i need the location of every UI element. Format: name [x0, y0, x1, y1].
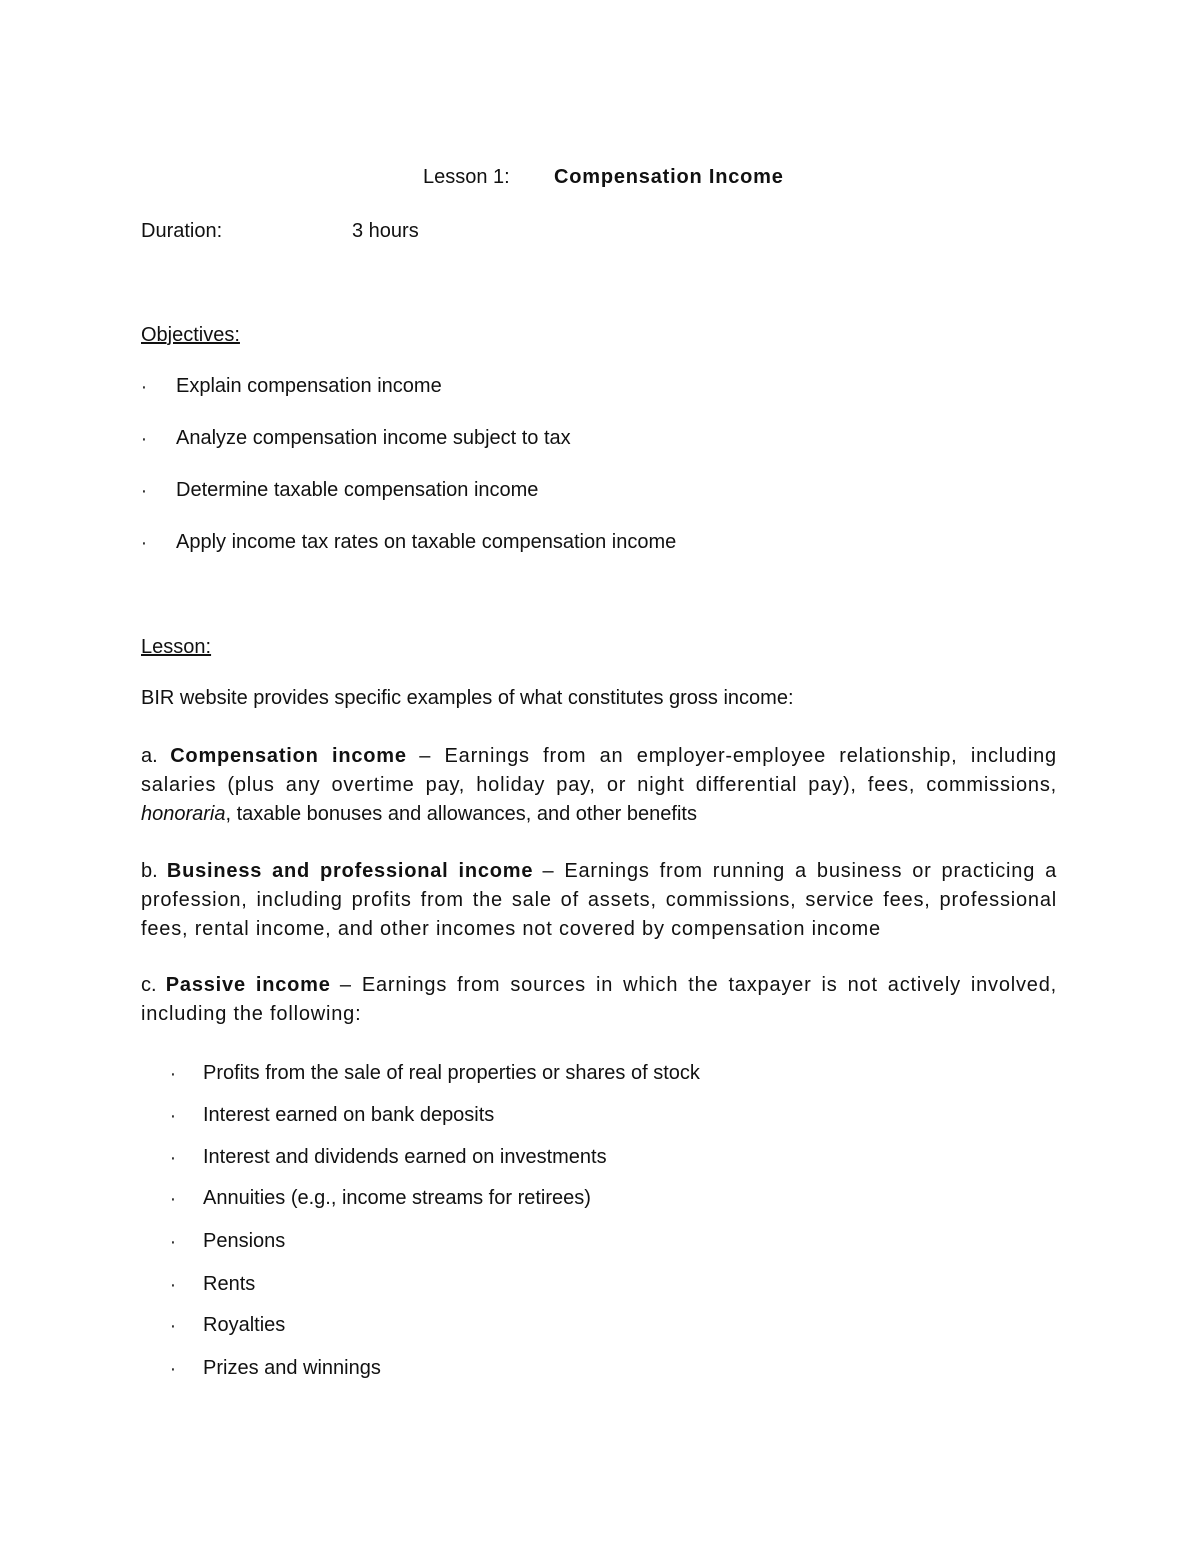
- item-italic-term: honoraria: [141, 803, 226, 825]
- item-text: – Earnings from running a business or practicing a profession, including profits from the sale of assets, commissions, service fees, professional fees, rental income, and other incomes not covered by compensation income: [141, 860, 1057, 940]
- passive-item-text: Annuities (e.g., income streams for retirees): [203, 1187, 591, 1209]
- objective-text: Apply income tax rates on taxable compensation income: [176, 531, 677, 553]
- passive-item-text: Profits from the sale of real properties or shares of stock: [203, 1062, 700, 1084]
- item-term: Compensation income: [170, 745, 407, 767]
- bullet-dot: ·: [169, 1315, 177, 1337]
- lesson-title: Compensation Income: [554, 166, 784, 188]
- objective-text: Explain compensation income: [176, 375, 442, 397]
- passive-item-text: Prizes and winnings: [203, 1357, 381, 1379]
- item-prefix: c.: [141, 974, 157, 996]
- income-item-passive: [141, 971, 1057, 1029]
- item-text: – Earnings from an employer-employee relationship, including salaries (plus any overtime pay, holiday pay, or night differential pay), fees, commissions,: [141, 745, 1057, 796]
- item-term: Passive income: [165, 974, 331, 996]
- lesson-heading: Lesson:: [141, 636, 212, 658]
- income-item-compensation: [141, 742, 1057, 829]
- bullet-dot: ·: [169, 1231, 177, 1253]
- passive-item-text: Rents: [203, 1273, 256, 1295]
- duration-value: 3 hours: [352, 220, 419, 242]
- bullet-dot: ·: [140, 532, 148, 554]
- passive-item-text: Royalties: [203, 1314, 286, 1336]
- item-prefix: a.: [141, 745, 158, 767]
- bullet-dot: ·: [140, 376, 148, 398]
- objective-text: Determine taxable compensation income: [176, 479, 539, 501]
- income-item-business: [141, 857, 1057, 944]
- passive-item-text: Interest earned on bank deposits: [203, 1104, 495, 1126]
- bullet-dot: ·: [169, 1147, 177, 1169]
- bullet-dot: ·: [140, 480, 148, 502]
- objective-text: Analyze compensation income subject to tax: [176, 427, 571, 449]
- passive-item-text: Interest and dividends earned on investments: [203, 1146, 607, 1168]
- bullet-dot: ·: [140, 428, 148, 450]
- passive-item-text: Pensions: [203, 1230, 286, 1252]
- lesson-label: Lesson 1:: [423, 166, 510, 188]
- duration-label: Duration:: [141, 220, 223, 242]
- bullet-dot: ·: [169, 1274, 177, 1296]
- item-text: – Earnings from sources in which the taxpayer is not actively involved, including the following:: [141, 974, 1058, 1025]
- lesson-intro: BIR website provides specific examples of what constitutes gross income:: [141, 687, 794, 709]
- objectives-heading: Objectives:: [141, 324, 240, 346]
- bullet-dot: ·: [169, 1188, 177, 1210]
- item-text-continued: , taxable bonuses and allowances, and other benefits: [225, 803, 697, 825]
- item-term: Business and professional income: [166, 860, 534, 882]
- bullet-dot: ·: [169, 1358, 177, 1380]
- item-prefix: b.: [141, 860, 158, 882]
- bullet-dot: ·: [169, 1105, 177, 1127]
- bullet-dot: ·: [169, 1063, 177, 1085]
